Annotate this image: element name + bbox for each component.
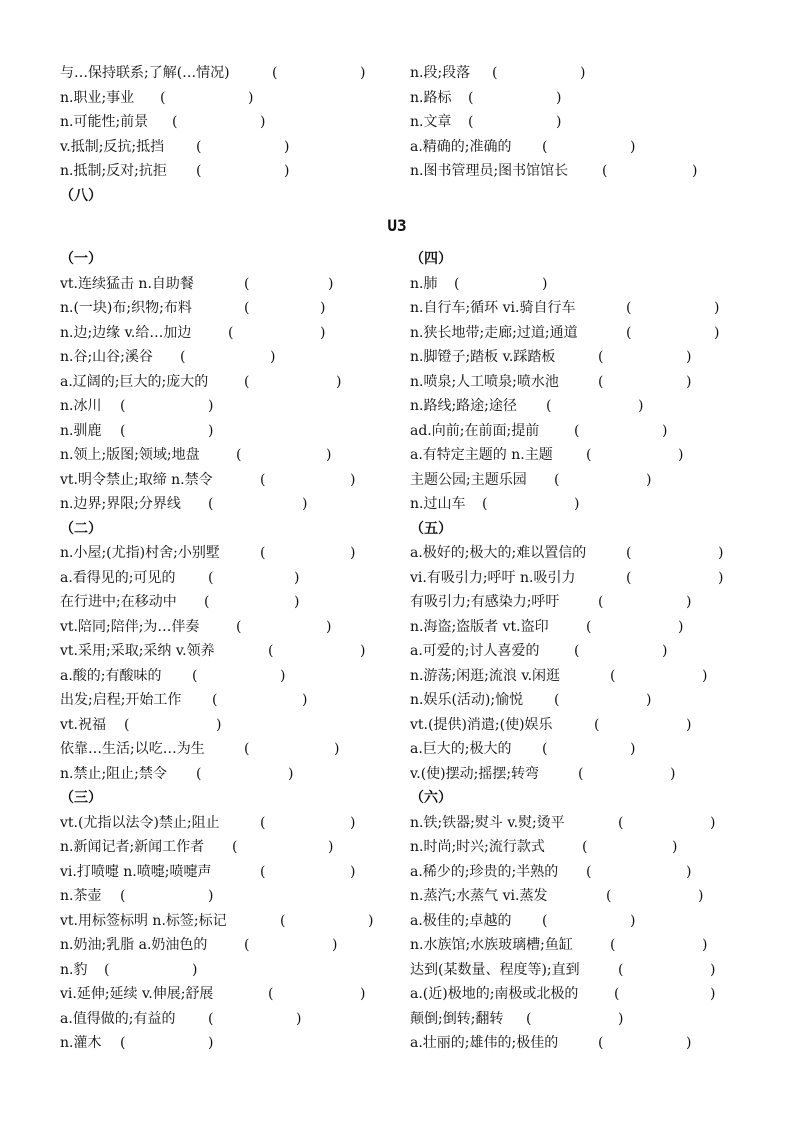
vocab-row <box>410 909 740 934</box>
answer-blank-close: ) <box>350 863 356 880</box>
definition-text: n.自行车;循环 vi.骑自行车 <box>410 300 576 316</box>
answer-blank-close: ) <box>288 765 294 782</box>
definition-text: 在行进中;在移动中 <box>60 594 177 610</box>
vocab-row <box>60 394 390 419</box>
definition-text: n.禁止;阻止;禁令 <box>60 765 167 782</box>
answer-blank-close: ) <box>670 765 676 782</box>
answer-blank-open: ( <box>196 765 202 782</box>
vocab-row <box>410 159 740 184</box>
definition-text: v.(使)摆动;摇摆;转弯 <box>410 765 540 782</box>
definition-text: a.酸的;有酸味的 <box>60 667 162 684</box>
answer-blank-open: ( <box>586 618 592 635</box>
vocab-row <box>60 664 390 689</box>
answer-blank-close: ) <box>662 422 668 439</box>
answer-blank-open: ( <box>236 447 242 463</box>
vocab-row <box>60 884 390 909</box>
vocab-row <box>410 590 740 615</box>
definition-text: n.娱乐(活动);愉悦 <box>410 692 524 708</box>
answer-blank-close: ) <box>350 814 356 831</box>
answer-blank-open: ( <box>280 912 286 929</box>
definition-text: n.冰川 <box>60 398 102 414</box>
definition-text: vt.明令禁止;取缔 n.禁令 <box>60 471 213 488</box>
vocab-row <box>60 321 390 346</box>
answer-blank-open: ( <box>606 888 612 904</box>
section-heading <box>60 184 390 209</box>
answer-blank-close: ) <box>692 163 698 179</box>
answer-blank-open: ( <box>124 716 130 733</box>
section-heading <box>60 786 390 811</box>
answer-blank-open: ( <box>598 594 604 610</box>
answer-blank-open: ( <box>204 594 210 610</box>
answer-blank-open: ( <box>618 961 624 978</box>
vocab-row <box>60 110 390 135</box>
answer-blank-close: ) <box>714 300 720 316</box>
answer-blank-close: ) <box>320 300 326 316</box>
answer-blank-close: ) <box>710 961 716 978</box>
vocab-row <box>60 419 390 444</box>
answer-blank-close: ) <box>294 569 300 586</box>
section-heading-label: （一） <box>60 251 102 267</box>
definition-text: 依靠…生活;以吃…为生 <box>60 741 205 757</box>
section-heading-label: （二） <box>60 520 102 537</box>
answer-blank-close: ) <box>646 471 652 488</box>
answer-blank-open: ( <box>574 422 580 439</box>
answer-blank-close: ) <box>702 937 708 953</box>
definition-text: n.脚镫子;踏板 v.踩踏板 <box>410 349 556 365</box>
definition-text: a.巨大的;极大的 <box>410 741 512 757</box>
answer-blank-close: ) <box>328 275 334 292</box>
answer-blank-close: ) <box>336 373 342 390</box>
vocab-row <box>410 737 740 762</box>
answer-blank-close: ) <box>216 716 222 733</box>
answer-blank-open: ( <box>244 373 250 390</box>
definition-text: n.铁;铁器;熨斗 v.熨;烫平 <box>410 814 565 831</box>
answer-blank-close: ) <box>662 643 668 659</box>
answer-blank-open: ( <box>212 692 218 708</box>
definition-text: a.辽阔的;巨大的;庞大的 <box>60 373 209 390</box>
answer-blank-open: ( <box>232 839 238 855</box>
definition-text: 颠倒;倒转;翻转 <box>410 1010 504 1027</box>
vocab-row <box>410 566 740 591</box>
vocab-row <box>410 884 740 909</box>
vocab-row <box>60 296 390 321</box>
vocab-row <box>410 639 740 664</box>
answer-blank-close: ) <box>284 163 290 179</box>
answer-blank-open: ( <box>574 643 580 659</box>
definition-text: n.段;段落 <box>410 65 471 81</box>
vocab-row <box>410 394 740 419</box>
definition-text: v.抵制;反抗;抵挡 <box>60 138 165 155</box>
answer-blank-close: ) <box>208 398 214 414</box>
answer-blank-open: ( <box>180 349 186 365</box>
section-heading <box>410 247 740 272</box>
vocab-row <box>60 909 390 934</box>
answer-blank-open: ( <box>120 422 126 439</box>
vocab-row <box>410 860 740 885</box>
vocab-row <box>410 61 740 86</box>
definition-text: 有吸引力;有感染力;呼吁 <box>410 594 560 610</box>
definition-text: a.极好的;极大的;难以置信的 <box>410 545 587 561</box>
vocab-row <box>60 835 390 860</box>
definition-text: 主题公园;主题乐园 <box>410 471 527 488</box>
answer-blank-close: ) <box>556 114 562 130</box>
answer-blank-open: ( <box>468 89 474 106</box>
definition-text: n.(一块)布;织物;布料 <box>60 300 192 316</box>
vocab-row <box>60 370 390 395</box>
answer-blank-close: ) <box>630 138 636 155</box>
right-sections-column <box>410 247 740 1056</box>
definition-text: n.可能性;前景 <box>60 114 149 130</box>
answer-blank-open: ( <box>586 863 592 880</box>
vocab-row <box>410 933 740 958</box>
answer-blank-close: ) <box>284 138 290 155</box>
section-heading-label: （三） <box>60 790 102 806</box>
answer-blank-open: ( <box>244 275 250 292</box>
definition-text: a.极佳的;卓越的 <box>410 912 512 929</box>
answer-blank-open: ( <box>208 1010 214 1027</box>
answer-blank-open: ( <box>626 324 632 341</box>
vocab-row <box>410 492 740 517</box>
section-heading-label: （八） <box>60 187 102 204</box>
definition-text: a.(近)极地的;南极或北极的 <box>410 986 579 1002</box>
answer-blank-close: ) <box>542 275 548 292</box>
definition-text: vi.延伸;延续 v.伸展;舒展 <box>60 986 214 1002</box>
definition-text: 出发;启程;开始工作 <box>60 692 182 708</box>
vocab-row <box>410 811 740 836</box>
answer-blank-close: ) <box>686 716 692 733</box>
vocab-row <box>60 958 390 983</box>
answer-blank-close: ) <box>302 496 308 512</box>
answer-blank-open: ( <box>454 275 460 292</box>
answer-blank-open: ( <box>196 138 202 155</box>
answer-blank-close: ) <box>672 839 678 855</box>
definition-text: vt.陪同;陪伴;为…伴奏 <box>60 618 200 635</box>
definition-text: n.过山车 <box>410 496 466 512</box>
vocab-row <box>410 541 740 566</box>
definition-text: n.职业;事业 <box>60 89 135 106</box>
answer-blank-open: ( <box>120 1035 126 1051</box>
answer-blank-close: ) <box>208 1035 214 1051</box>
answer-blank-open: ( <box>626 300 632 316</box>
definition-text: n.水族馆;水族玻璃槽;鱼缸 <box>410 937 573 953</box>
answer-blank-close: ) <box>328 839 334 855</box>
definition-text: n.文章 <box>410 114 452 130</box>
definition-text: n.游荡;闲逛;流浪 v.闲逛 <box>410 667 561 684</box>
answer-blank-open: ( <box>482 496 488 512</box>
answer-blank-close: ) <box>630 912 636 929</box>
definition-text: vt.(提供)消遣;(使)娱乐 <box>410 716 553 733</box>
answer-blank-close: ) <box>686 594 692 610</box>
answer-blank-close: ) <box>686 863 692 880</box>
left-sections-column <box>60 247 390 1056</box>
answer-blank-open: ( <box>244 741 250 757</box>
vocab-row <box>410 443 740 468</box>
vocab-row <box>60 541 390 566</box>
definition-text: a.稀少的;珍贵的;半熟的 <box>410 863 559 880</box>
definition-text: n.新闻记者;新闻工作者 <box>60 839 205 855</box>
definition-text: n.蒸汽;水蒸气 vi.蒸发 <box>410 888 548 904</box>
definition-text: n.图书管理员;图书馆馆长 <box>410 163 569 179</box>
section-heading-label: （四） <box>410 251 452 267</box>
vocab-row <box>410 835 740 860</box>
answer-blank-close: ) <box>714 324 720 341</box>
section-heading-label: （六） <box>410 790 452 806</box>
vocab-row <box>60 713 390 738</box>
vocab-row <box>410 468 740 493</box>
answer-blank-open: ( <box>236 618 242 635</box>
answer-blank-close: ) <box>260 114 266 130</box>
answer-blank-open: ( <box>172 114 178 130</box>
answer-blank-open: ( <box>598 373 604 390</box>
answer-blank-close: ) <box>270 349 276 365</box>
answer-blank-close: ) <box>686 349 692 365</box>
vocab-row <box>60 566 390 591</box>
answer-blank-close: ) <box>718 545 724 561</box>
definition-text: ad.向前;在前面;提前 <box>410 422 540 439</box>
answer-blank-open: ( <box>594 716 600 733</box>
answer-blank-open: ( <box>542 138 548 155</box>
answer-blank-open: ( <box>268 986 274 1002</box>
definition-text: vi.有吸引力;呼吁 n.吸引力 <box>410 569 576 586</box>
answer-blank-close: ) <box>638 398 644 414</box>
answer-blank-close: ) <box>368 912 374 929</box>
vocab-row <box>410 110 740 135</box>
vocab-row <box>410 86 740 111</box>
answer-blank-open: ( <box>260 814 266 831</box>
vocab-row <box>60 737 390 762</box>
answer-blank-close: ) <box>678 447 684 463</box>
answer-blank-close: ) <box>248 89 254 106</box>
answer-blank-close: ) <box>618 1010 624 1027</box>
answer-blank-close: ) <box>360 986 366 1002</box>
vocab-row <box>60 933 390 958</box>
definition-text: n.抵制;反对;抗拒 <box>60 163 167 179</box>
definition-text: vi.打喷嚏 n.喷嚏;喷嚏声 <box>60 863 212 880</box>
answer-blank-open: ( <box>120 398 126 414</box>
answer-blank-open: ( <box>526 1010 532 1027</box>
section-heading <box>60 247 390 272</box>
vocab-row <box>410 296 740 321</box>
answer-blank-close: ) <box>326 618 332 635</box>
answer-blank-close: ) <box>718 569 724 586</box>
vocab-row <box>60 688 390 713</box>
answer-blank-open: ( <box>160 89 166 106</box>
answer-blank-close: ) <box>192 961 198 978</box>
section-heading <box>410 786 740 811</box>
vocab-row <box>60 762 390 787</box>
answer-blank-close: ) <box>646 692 652 708</box>
definition-text: a.有特定主题的 n.主题 <box>410 447 553 463</box>
vocab-row <box>60 345 390 370</box>
vocab-row <box>60 272 390 297</box>
definition-text: a.可爱的;讨人喜爱的 <box>410 643 540 659</box>
definition-text: n.小屋;(尤指)村舍;小别墅 <box>60 545 220 561</box>
definition-text: n.豹 <box>60 961 88 978</box>
section-heading-label: （五） <box>410 520 452 537</box>
answer-blank-close: ) <box>296 1010 302 1027</box>
answer-blank-open: ( <box>260 471 266 488</box>
definition-text: n.灌木 <box>60 1035 102 1051</box>
vocab-row <box>410 688 740 713</box>
answer-blank-close: ) <box>574 496 580 512</box>
answer-blank-open: ( <box>208 569 214 586</box>
answer-blank-open: ( <box>614 986 620 1002</box>
answer-blank-close: ) <box>294 594 300 610</box>
vocab-row <box>60 982 390 1007</box>
answer-blank-open: ( <box>228 324 234 341</box>
answer-blank-close: ) <box>556 89 562 106</box>
top-right-column <box>410 61 740 184</box>
definition-text: n.茶壶 <box>60 888 102 904</box>
answer-blank-open: ( <box>104 961 110 978</box>
definition-text: vt.连续猛击 n.自助餐 <box>60 275 194 292</box>
answer-blank-close: ) <box>678 618 684 635</box>
answer-blank-open: ( <box>582 839 588 855</box>
answer-blank-close: ) <box>710 814 716 831</box>
definition-text: 达到(某数量、程度等);直到 <box>410 961 580 978</box>
answer-blank-close: ) <box>702 667 708 684</box>
section-heading <box>410 517 740 542</box>
definition-text: a.看得见的;可见的 <box>60 569 176 586</box>
vocab-row <box>60 61 390 86</box>
definition-text: 与…保持联系;了解(…情况) <box>60 65 230 81</box>
answer-blank-close: ) <box>320 324 326 341</box>
answer-blank-open: ( <box>268 643 274 659</box>
answer-blank-close: ) <box>580 65 586 81</box>
answer-blank-open: ( <box>554 692 560 708</box>
vocab-row <box>60 468 390 493</box>
definition-text: n.奶油;乳脂 a.奶油色的 <box>60 937 208 953</box>
answer-blank-open: ( <box>120 888 126 904</box>
vocab-row <box>60 443 390 468</box>
vocab-row <box>60 159 390 184</box>
definition-text: n.边界;界限;分界线 <box>60 496 181 512</box>
answer-blank-close: ) <box>208 888 214 904</box>
answer-blank-open: ( <box>542 741 548 757</box>
answer-blank-close: ) <box>360 643 366 659</box>
vocab-row <box>60 86 390 111</box>
vocab-row <box>60 615 390 640</box>
vocab-row <box>60 860 390 885</box>
definition-text: n.路标 <box>410 89 452 106</box>
definition-text: n.边;边缘 v.给…加边 <box>60 324 192 341</box>
definition-text: n.路线;路途;途径 <box>410 398 517 414</box>
definition-text: n.肺 <box>410 275 438 292</box>
answer-blank-open: ( <box>626 569 632 586</box>
top-left-column <box>60 61 390 208</box>
answer-blank-close: ) <box>280 667 286 684</box>
definition-text: n.海盗;盗版者 vt.盗印 <box>410 618 549 635</box>
answer-blank-open: ( <box>602 163 608 179</box>
definition-text: a.精确的;准确的 <box>410 138 512 155</box>
answer-blank-open: ( <box>260 863 266 880</box>
answer-blank-open: ( <box>610 667 616 684</box>
answer-blank-open: ( <box>618 814 624 831</box>
answer-blank-close: ) <box>686 1035 692 1051</box>
answer-blank-close: ) <box>350 471 356 488</box>
answer-blank-close: ) <box>302 692 308 708</box>
answer-blank-open: ( <box>586 447 592 463</box>
vocab-row <box>410 982 740 1007</box>
definition-text: n.谷;山谷;溪谷 <box>60 349 153 365</box>
definition-text: n.驯鹿 <box>60 422 102 439</box>
answer-blank-close: ) <box>630 741 636 757</box>
vocab-row <box>410 664 740 689</box>
vocab-row <box>410 615 740 640</box>
answer-blank-close: ) <box>710 986 716 1002</box>
definition-text: vt.用标签标明 n.标签;标记 <box>60 912 227 929</box>
answer-blank-open: ( <box>492 65 498 81</box>
vocab-row <box>60 590 390 615</box>
vocab-row <box>410 321 740 346</box>
answer-blank-close: ) <box>698 888 704 904</box>
vocab-row <box>60 811 390 836</box>
answer-blank-open: ( <box>192 667 198 684</box>
vocab-row <box>410 713 740 738</box>
vocab-row <box>410 345 740 370</box>
definition-text: n.领上;版图;领域;地盘 <box>60 447 200 463</box>
answer-blank-open: ( <box>546 398 552 414</box>
vocab-row <box>60 1007 390 1032</box>
answer-blank-open: ( <box>598 1035 604 1051</box>
answer-blank-open: ( <box>468 114 474 130</box>
answer-blank-close: ) <box>350 545 356 561</box>
vocab-row <box>410 762 740 787</box>
answer-blank-close: ) <box>334 741 340 757</box>
answer-blank-open: ( <box>542 912 548 929</box>
definition-text: vt.(尤指以法令)禁止;阻止 <box>60 814 220 831</box>
answer-blank-open: ( <box>244 937 250 953</box>
vocab-row <box>60 1031 390 1056</box>
answer-blank-open: ( <box>260 545 266 561</box>
answer-blank-close: ) <box>332 937 338 953</box>
definition-text: a.值得做的;有益的 <box>60 1010 176 1027</box>
vocab-row <box>410 135 740 160</box>
answer-blank-close: ) <box>686 373 692 390</box>
answer-blank-open: ( <box>196 163 202 179</box>
definition-text: vt.采用;采取;采纳 v.领养 <box>60 643 215 659</box>
vocab-row <box>410 370 740 395</box>
answer-blank-open: ( <box>610 937 616 953</box>
definition-text: vt.祝福 <box>60 716 106 733</box>
answer-blank-open: ( <box>626 545 632 561</box>
answer-blank-close: ) <box>208 422 214 439</box>
answer-blank-open: ( <box>244 300 250 316</box>
vocab-row <box>410 419 740 444</box>
vocab-row <box>60 639 390 664</box>
definition-text: n.时尚;时兴;流行款式 <box>410 839 545 855</box>
definition-text: n.喷泉;人工喷泉;喷水池 <box>410 373 559 390</box>
answer-blank-open: ( <box>208 496 214 512</box>
vocab-row <box>410 1007 740 1032</box>
vocab-row <box>410 958 740 983</box>
answer-blank-close: ) <box>360 65 366 81</box>
definition-text: n.狭长地带;走廊;过道;通道 <box>410 324 578 341</box>
answer-blank-open: ( <box>554 471 560 488</box>
answer-blank-open: ( <box>598 349 604 365</box>
answer-blank-close: ) <box>326 447 332 463</box>
unit-title: U3 <box>387 216 407 235</box>
vocab-row <box>410 1031 740 1056</box>
answer-blank-open: ( <box>272 65 278 81</box>
definition-text: a.壮丽的;雄伟的;极佳的 <box>410 1035 559 1051</box>
vocab-row <box>60 492 390 517</box>
section-heading <box>60 517 390 542</box>
answer-blank-open: ( <box>578 765 584 782</box>
vocab-row <box>410 272 740 297</box>
vocab-row <box>60 135 390 160</box>
